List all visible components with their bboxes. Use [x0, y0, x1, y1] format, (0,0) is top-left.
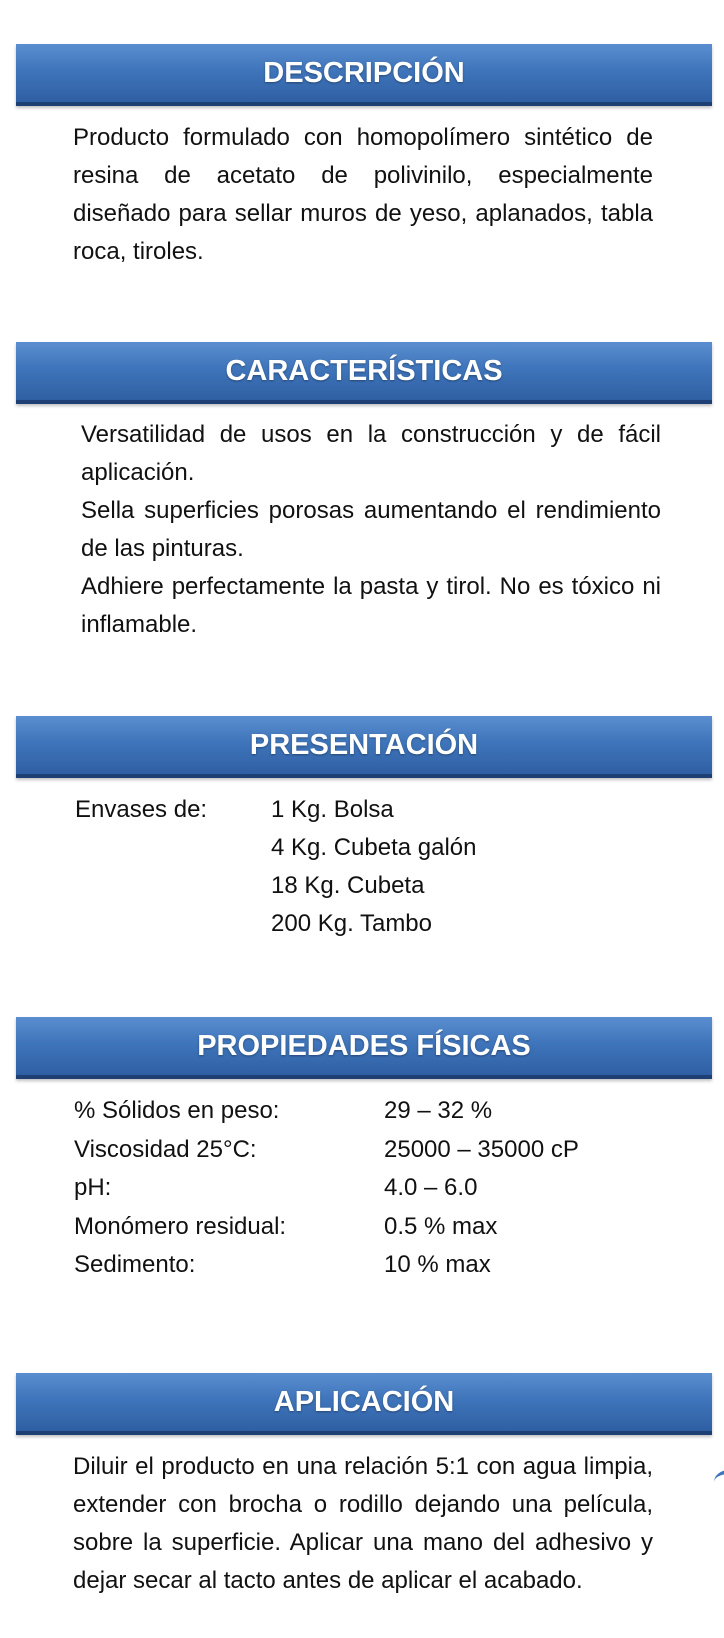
caracteristicas-line: Sella superficies porosas aumentando el rendimiento de las pinturas.	[81, 497, 661, 562]
section-title-propiedades: PROPIEDADES FÍSICAS	[197, 1029, 531, 1062]
presentacion-list	[271, 791, 477, 943]
caracteristicas-line: Versatilidad de usos en la construcción y de fácil aplicación.	[81, 421, 661, 486]
propiedad-value: 0.5 % max	[384, 1212, 498, 1240]
propiedad-value: 29 – 32 %	[384, 1097, 493, 1124]
propiedad-value: 4.0 – 6.0	[384, 1174, 478, 1201]
caracteristicas-line: Adhiere perfectamente la pasta y tirol. No es tóxico ni inflamable.	[81, 573, 661, 638]
presentacion-item: 18 Kg. Cubeta	[271, 872, 425, 899]
caracteristicas-text	[81, 416, 661, 644]
decorative-arc	[714, 1470, 724, 1494]
propiedad-row	[74, 1208, 634, 1247]
propiedad-row	[74, 1131, 634, 1170]
propiedad-name: Monómero residual:	[74, 1212, 287, 1240]
aplicacion-paragraph: Diluir el producto en una relación 5:1 con agua limpia, extender con brocha o rodillo dejando una película, sobre la superficie. Aplicar una mano del adhesivo y dejar secar al tacto antes de aplicar el acabado.	[73, 1453, 653, 1594]
section-header-descripcion	[16, 44, 712, 106]
propiedad-name: % Sólidos en peso:	[74, 1097, 280, 1124]
presentacion-item: 4 Kg. Cubeta galón	[271, 834, 477, 861]
propiedad-row	[74, 1246, 634, 1285]
propiedad-name: pH:	[74, 1174, 112, 1201]
descripcion-paragraph: Producto formulado con homopolímero sintético de resina de acetato de polivinilo, especialmente diseñado para sellar muros de yeso, aplanados, tabla roca, tiroles.	[73, 124, 653, 265]
descripcion-text	[73, 119, 653, 271]
propiedad-row	[74, 1169, 634, 1208]
propiedades-table	[74, 1092, 634, 1285]
section-title-caracteristicas: CARACTERÍSTICAS	[225, 354, 503, 387]
propiedad-row	[74, 1092, 634, 1131]
propiedad-name: Viscosidad 25°C:	[74, 1135, 257, 1163]
section-header-presentacion	[16, 716, 712, 778]
section-title-descripcion: DESCRIPCIÓN	[263, 56, 465, 89]
section-header-propiedades	[16, 1017, 712, 1079]
presentacion-label: Envases de:	[75, 796, 208, 823]
section-title-aplicacion: APLICACIÓN	[273, 1385, 455, 1418]
presentacion-item: 200 Kg. Tambo	[271, 910, 433, 937]
section-header-caracteristicas	[16, 342, 712, 404]
section-header-aplicacion	[16, 1373, 712, 1435]
aplicacion-text	[73, 1448, 653, 1600]
section-title-presentacion: PRESENTACIÓN	[249, 728, 479, 761]
presentacion-item: 1 Kg. Bolsa	[271, 796, 394, 823]
propiedad-name: Sedimento:	[74, 1251, 196, 1278]
propiedad-value: 25000 – 35000 cP	[384, 1135, 579, 1163]
propiedad-value: 10 % max	[384, 1251, 491, 1278]
